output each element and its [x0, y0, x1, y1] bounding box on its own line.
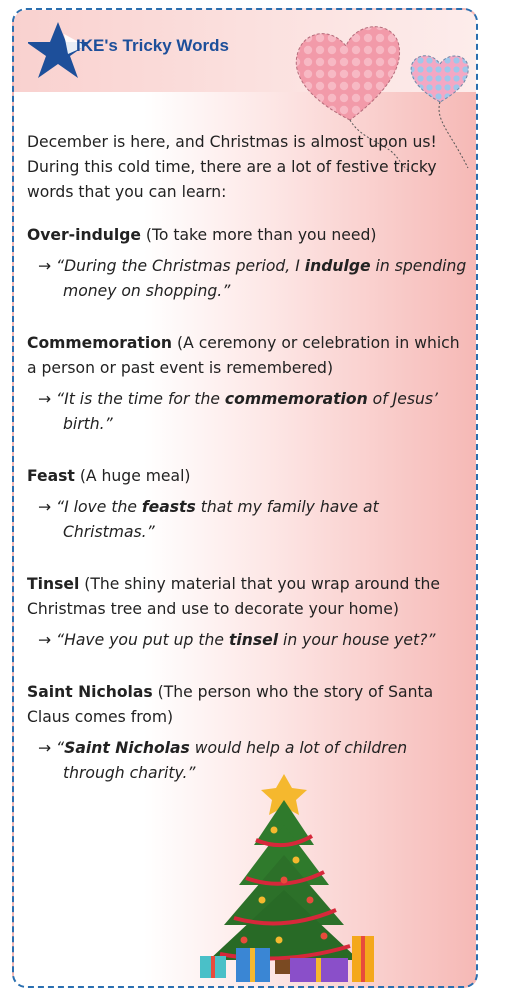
- arrow-icon: →: [38, 498, 52, 516]
- arrow-icon: →: [38, 390, 52, 408]
- word-entry: [27, 464, 472, 545]
- arrow-icon: →: [38, 257, 52, 275]
- definition: (To take more than you need): [140, 226, 377, 244]
- word-entry: [27, 680, 472, 786]
- example-sentence: → “Saint Nicholas would help a lot of children through charity.”: [38, 739, 408, 782]
- word: Over-indulge: [27, 226, 141, 244]
- intro-text: December is here, and Christmas is almost upon us! During this cold time, there are a lot of festive tricky words that you can learn:: [27, 133, 437, 201]
- word-entry: [27, 572, 472, 653]
- word: Saint Nicholas: [27, 683, 153, 701]
- word-entry: [27, 223, 472, 304]
- page-title: IKE's Tricky Words: [76, 36, 230, 55]
- definition: (The shiny material that you wrap around the Christmas tree and use to decorate your home): [27, 575, 440, 618]
- definition: (A huge meal): [74, 467, 191, 485]
- example-sentence: → “It is the time for the commemoration of Jesus’ birth.”: [38, 390, 438, 433]
- arrow-icon: →: [38, 631, 52, 649]
- keyword: feasts: [141, 498, 196, 516]
- word: Tinsel: [27, 575, 80, 593]
- arrow-icon: →: [38, 739, 52, 757]
- keyword: commemoration: [224, 390, 368, 408]
- definition: (A ceremony or celebration in which a person or past event is remembered): [27, 334, 460, 377]
- keyword: tinsel: [228, 631, 279, 649]
- content: [27, 130, 472, 813]
- example-sentence: → “I love the feasts that my family have at Christmas.”: [38, 498, 379, 541]
- word: Commemoration: [27, 334, 173, 352]
- word: Feast: [27, 467, 75, 485]
- word-entry: [27, 331, 472, 437]
- keyword: Saint Nicholas: [64, 739, 190, 757]
- definition: (The person who the story of Santa Claus comes from): [27, 683, 434, 726]
- example-sentence: → “Have you put up the tinsel in your house yet?”: [38, 631, 436, 649]
- example-sentence: → “During the Christmas period, I indulge in spending money on shopping.”: [38, 257, 467, 300]
- keyword: indulge: [304, 257, 371, 275]
